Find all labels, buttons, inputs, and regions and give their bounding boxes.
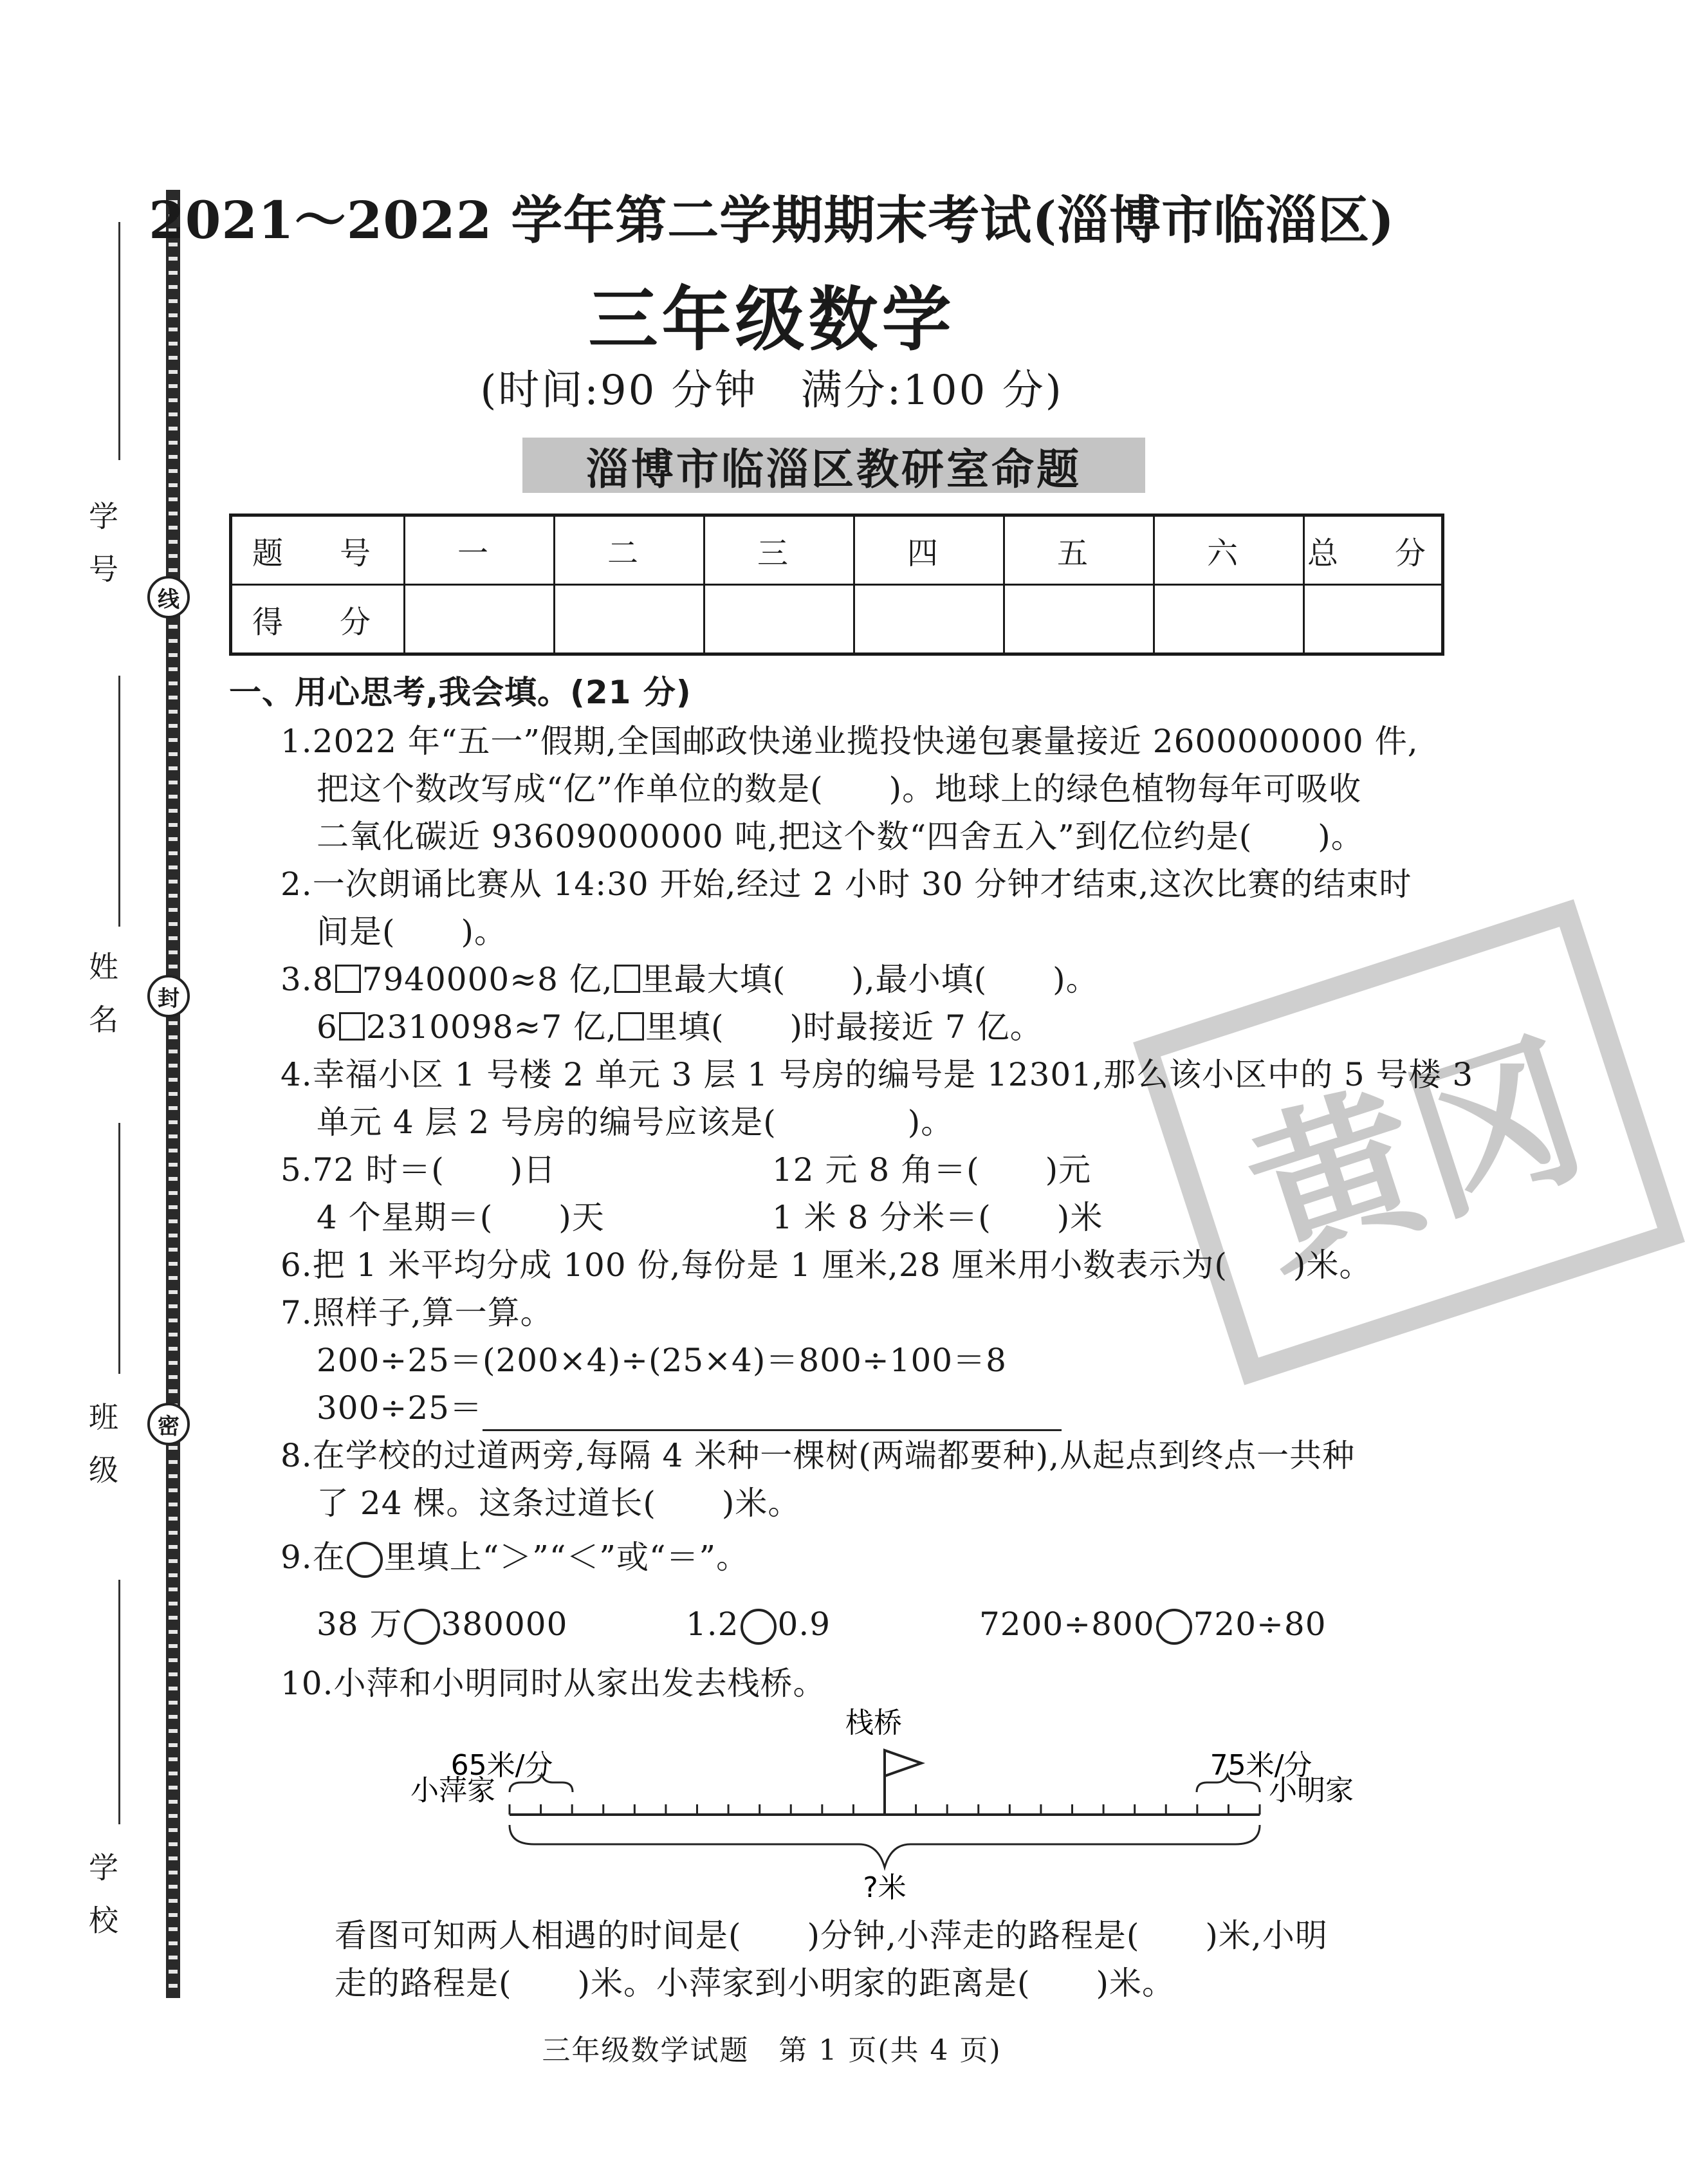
square-blank-icon — [618, 1012, 644, 1041]
seal-xian: 线 — [147, 576, 190, 618]
circle-blank-icon[interactable] — [741, 1609, 777, 1645]
question-4-line: 4.幸福小区 1 号楼 2 单元 3 层 1 号房的编号是 12301,那么该小区中的 5 号楼 3 — [281, 1056, 1474, 1093]
name-label: 姓名 — [84, 951, 119, 1057]
question-9-heading — [281, 1534, 749, 1580]
q7-task-text: 300÷25＝ — [317, 1389, 483, 1427]
q9-text: 38 万 — [317, 1606, 403, 1643]
watermark-stamp: 黄冈 — [1133, 899, 1685, 1385]
score-cell[interactable] — [555, 585, 704, 654]
exam-subtitle: 三年级数学 — [588, 279, 955, 360]
question-10-answer-line: 看图可知两人相遇的时间是( )分钟,小萍走的路程是( )米,小明 — [335, 1917, 1328, 1954]
score-table-header-cell: 总 分 — [1304, 515, 1443, 585]
score-cell[interactable] — [704, 585, 854, 654]
score-table-header-cell: 三 — [704, 515, 854, 585]
school-label: 学校 — [84, 1852, 119, 1957]
score-table-header-cell: 一 — [405, 515, 555, 585]
distance-label: ?米 — [863, 1871, 907, 1904]
question-10-answer-line: 走的路程是( )米。小萍家到小明家的距离是( )米。 — [335, 1965, 1175, 2002]
exam-title: 2021～2022 学年第二学期期末考试(淄博市临淄区) — [149, 190, 1395, 250]
q3-text: 2310098≈7 亿, — [365, 1008, 617, 1046]
question-1-line: 二氧化碳近 93609000000 吨,把这个数“四舍五入”到亿位约是( )。 — [317, 818, 1364, 855]
question-9-compare-1 — [317, 1601, 567, 1647]
q9-text: 9.在 — [281, 1539, 345, 1576]
class-line — [118, 1123, 120, 1374]
left-speed-label: 65米/分 — [450, 1749, 553, 1782]
question-8-line: 8.在学校的过道两旁,每隔 4 米种一棵树(两端都要种),从起点到终点一共种 — [281, 1437, 1356, 1474]
question-9-compare-3 — [979, 1601, 1327, 1647]
binding-strip — [166, 190, 180, 1998]
score-cell[interactable] — [1304, 585, 1443, 654]
square-blank-icon[interactable] — [339, 1012, 365, 1041]
distance-brace — [510, 1825, 1260, 1867]
q3-text: 里最大填( ),最小填( )。 — [641, 961, 1099, 998]
question-2-line: 间是( )。 — [317, 913, 508, 950]
q9-text: 720÷80 — [1193, 1606, 1327, 1643]
question-6: 6.把 1 米平均分成 100 份,每份是 1 厘米,28 厘米用小数表示为( )米。 — [281, 1246, 1372, 1284]
q9-text: 7200÷800 — [979, 1606, 1155, 1643]
question-3-line-1 — [281, 956, 1099, 1003]
q3-text: 里填( )时最接近 7 亿。 — [645, 1008, 1043, 1046]
question-4-line: 单元 4 层 2 号房的编号应该是( )。 — [317, 1104, 954, 1141]
page-footer: 三年级数学试题 第 1 页(共 4 页) — [542, 2034, 1002, 2067]
seal-feng: 封 — [147, 975, 190, 1017]
class-label: 班级 — [84, 1402, 119, 1507]
question-5c: 4 个星期＝( )天 — [317, 1199, 605, 1236]
q3-text: 7940000≈8 亿, — [362, 961, 613, 998]
school-line — [118, 1580, 120, 1824]
question-10-heading: 10.小萍和小明同时从家出发去栈桥。 — [281, 1665, 826, 1702]
question-7-example: 200÷25＝(200×4)÷(25×4)＝800÷100＝8 — [317, 1342, 1007, 1379]
question-7-task — [317, 1385, 1062, 1431]
circle-blank-icon[interactable] — [1156, 1609, 1192, 1645]
q3-text: 3.8 — [281, 961, 334, 998]
right-home-label: 小明家 — [1269, 1774, 1354, 1807]
question-9-compare-2 — [686, 1601, 831, 1647]
name-line — [118, 676, 120, 927]
question-5d: 1 米 8 分米＝( )米 — [772, 1199, 1103, 1236]
question-1-line: 1.2022 年“五一”假期,全国邮政快递业揽投快递包裹量接近 2600000000 件, — [281, 723, 1419, 760]
score-table-header-cell: 六 — [1154, 515, 1304, 585]
circle-blank-icon — [347, 1542, 383, 1578]
score-table — [229, 514, 1444, 656]
section-heading: 一、用心思考,我会填。(21 分) — [229, 674, 692, 711]
score-table-header-cell: 题 号 — [231, 515, 405, 585]
answer-line[interactable] — [483, 1396, 1062, 1431]
seal-mi: 密 — [147, 1403, 190, 1445]
meeting-diagram — [386, 1699, 1390, 1911]
bridge-label: 栈桥 — [845, 1707, 902, 1739]
question-5a: 5.72 时＝( )日 — [281, 1151, 557, 1189]
score-table-header-row — [231, 515, 1443, 585]
q9-text: 0.9 — [777, 1606, 831, 1643]
circle-blank-icon[interactable] — [404, 1609, 440, 1645]
score-table-header-cell: 二 — [555, 515, 704, 585]
q3-text: 6 — [317, 1008, 338, 1046]
score-table-header-cell: 五 — [1004, 515, 1154, 585]
q9-text: 1.2 — [686, 1606, 739, 1643]
q9-text: 里填上“＞”“＜”或“＝”。 — [383, 1539, 750, 1576]
flag-icon — [885, 1750, 921, 1776]
question-5b: 12 元 8 角＝( )元 — [772, 1151, 1092, 1189]
score-cell[interactable] — [854, 585, 1004, 654]
score-table-header-cell: 四 — [854, 515, 1004, 585]
score-table-score-label: 得 分 — [231, 585, 405, 654]
score-cell[interactable] — [1154, 585, 1304, 654]
square-blank-icon[interactable] — [335, 965, 361, 993]
right-speed-label: 75米/分 — [1210, 1749, 1312, 1782]
exam-info: (时间:90 分钟 满分:100 分) — [480, 367, 1063, 414]
student-id-label: 学号 — [84, 501, 119, 606]
square-blank-icon — [614, 965, 640, 993]
question-7-heading: 7.照样子,算一算。 — [281, 1294, 553, 1331]
score-cell[interactable] — [1004, 585, 1154, 654]
score-cell[interactable] — [405, 585, 555, 654]
question-2-line: 2.一次朗诵比赛从 14:30 开始,经过 2 小时 30 分钟才结束,这次比赛的结束时 — [281, 865, 1412, 903]
question-8-line: 了 24 棵。这条过道长( )米。 — [317, 1485, 801, 1522]
score-table-score-row — [231, 585, 1443, 654]
q9-text: 380000 — [441, 1606, 568, 1643]
question-1-line: 把这个数改写成“亿”作单位的数是( )。地球上的绿色植物每年可吸收 — [317, 770, 1362, 808]
question-3-line-2 — [317, 1004, 1043, 1050]
left-home-label: 小萍家 — [410, 1774, 495, 1807]
author-band: 淄博市临淄区教研室命题 — [522, 438, 1145, 493]
path-ticks — [510, 1804, 1260, 1815]
